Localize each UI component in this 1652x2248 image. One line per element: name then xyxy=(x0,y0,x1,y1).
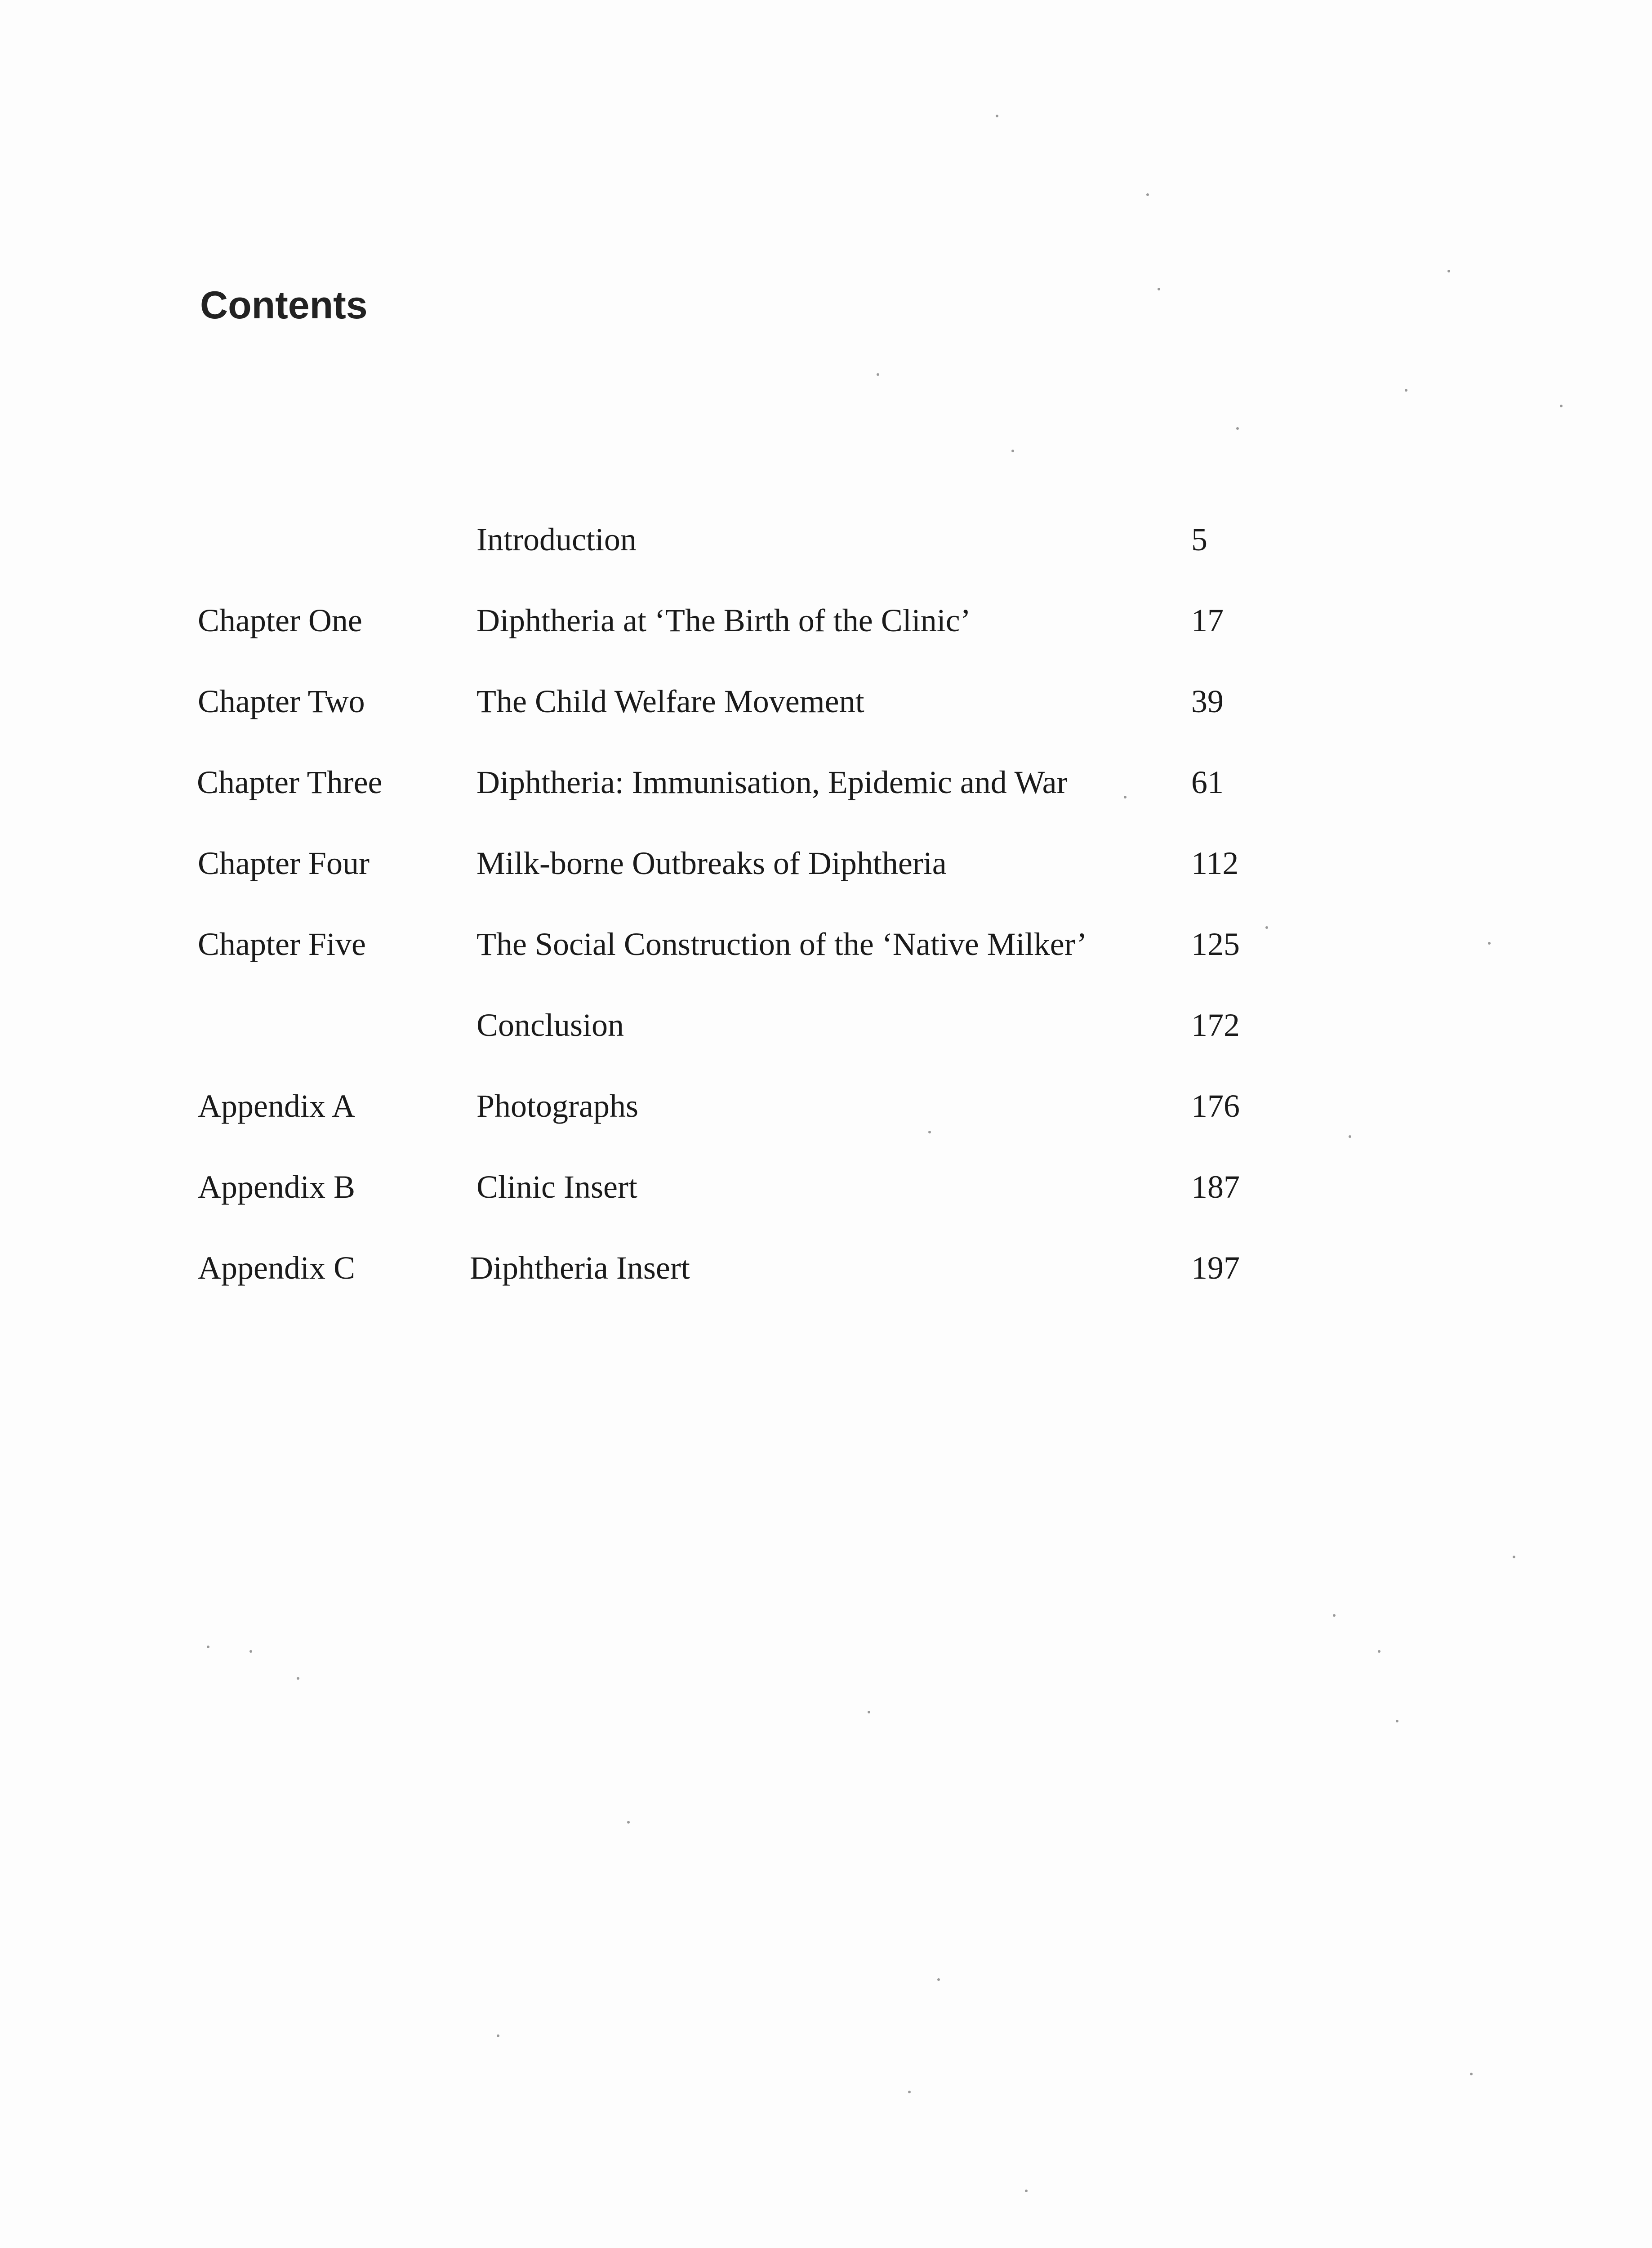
toc-entry-title: Clinic Insert xyxy=(476,1169,637,1205)
scan-speck xyxy=(908,2091,911,2093)
scan-speck xyxy=(1124,796,1127,798)
toc-entry-page: 187 xyxy=(1191,1169,1240,1205)
toc-entry-label: Chapter Two xyxy=(198,683,365,719)
toc-entry-page: 125 xyxy=(1191,926,1240,962)
scan-speck xyxy=(1405,389,1407,392)
scan-speck xyxy=(1011,450,1014,452)
toc-entry-conclusion xyxy=(0,1000,1652,1050)
toc-entry-introduction xyxy=(0,515,1652,564)
scan-speck xyxy=(1378,1650,1380,1653)
scan-speck xyxy=(1560,405,1563,407)
scan-speck xyxy=(1513,1556,1515,1558)
scan-speck xyxy=(937,1978,940,1981)
toc-entry-label: Appendix A xyxy=(198,1088,355,1124)
toc-entry-page: 61 xyxy=(1191,764,1224,800)
scan-speck xyxy=(497,2034,499,2037)
toc-entry-appendix-b xyxy=(0,1162,1652,1212)
scan-speck xyxy=(1470,2073,1473,2075)
scan-speck xyxy=(877,373,879,376)
scan-speck xyxy=(868,1711,870,1713)
scan-speck xyxy=(1158,288,1160,290)
toc-entry-label: Chapter Four xyxy=(198,845,370,881)
toc-entry-chapter-one xyxy=(0,596,1652,645)
toc-entry-title: Conclusion xyxy=(476,1007,624,1043)
toc-entry-title: Milk-borne Outbreaks of Diphtheria xyxy=(476,845,947,881)
toc-entry-label: Appendix C xyxy=(198,1250,355,1286)
scan-speck xyxy=(249,1650,252,1653)
toc-entry-appendix-c xyxy=(0,1243,1652,1293)
toc-entry-page: 197 xyxy=(1191,1250,1240,1286)
scan-speck xyxy=(627,1821,630,1824)
contents-heading: Contents xyxy=(200,284,368,327)
scan-speck xyxy=(1236,427,1239,430)
scan-speck xyxy=(1025,2190,1028,2192)
toc-entry-title: Photographs xyxy=(476,1088,638,1124)
toc-entry-page: 172 xyxy=(1191,1007,1240,1043)
toc-entry-chapter-three xyxy=(0,758,1652,807)
toc-entry-page: 39 xyxy=(1191,683,1224,719)
toc-entry-title: Diphtheria: Immunisation, Epidemic and War xyxy=(476,764,1068,800)
toc-entry-label: Chapter Five xyxy=(198,926,366,962)
toc-entry-chapter-four xyxy=(0,839,1652,888)
toc-entry-chapter-two xyxy=(0,677,1652,726)
toc-entry-label: Chapter Three xyxy=(197,764,383,800)
scan-speck xyxy=(1265,926,1268,929)
toc-entry-title: The Child Welfare Movement xyxy=(476,683,864,719)
toc-entry-chapter-five xyxy=(0,919,1652,969)
toc-entry-title: The Social Construction of the ‘Native Milker’ xyxy=(476,926,1087,962)
scan-speck xyxy=(1447,270,1450,272)
scan-speck xyxy=(928,1131,931,1133)
scan-speck xyxy=(207,1646,209,1648)
scan-speck xyxy=(1396,1720,1398,1722)
scan-speck xyxy=(1488,942,1491,945)
toc-entry-page: 112 xyxy=(1191,845,1239,881)
scan-speck xyxy=(1146,193,1149,196)
toc-entry-page: 17 xyxy=(1191,602,1224,638)
scan-speck xyxy=(1349,1135,1351,1138)
toc-entry-page: 176 xyxy=(1191,1088,1240,1124)
toc-entry-label: Appendix B xyxy=(198,1169,355,1205)
toc-entry-appendix-a xyxy=(0,1081,1652,1131)
toc-entry-page: 5 xyxy=(1191,522,1207,558)
toc-entry-title: Diphtheria at ‘The Birth of the Clinic’ xyxy=(476,602,971,638)
toc-entry-title: Diphtheria Insert xyxy=(470,1250,690,1286)
scan-speck xyxy=(1333,1614,1336,1617)
scan-speck xyxy=(996,115,998,117)
scan-speck xyxy=(297,1677,299,1680)
toc-entry-label: Chapter One xyxy=(198,602,362,638)
toc-entry-title: Introduction xyxy=(476,522,637,558)
